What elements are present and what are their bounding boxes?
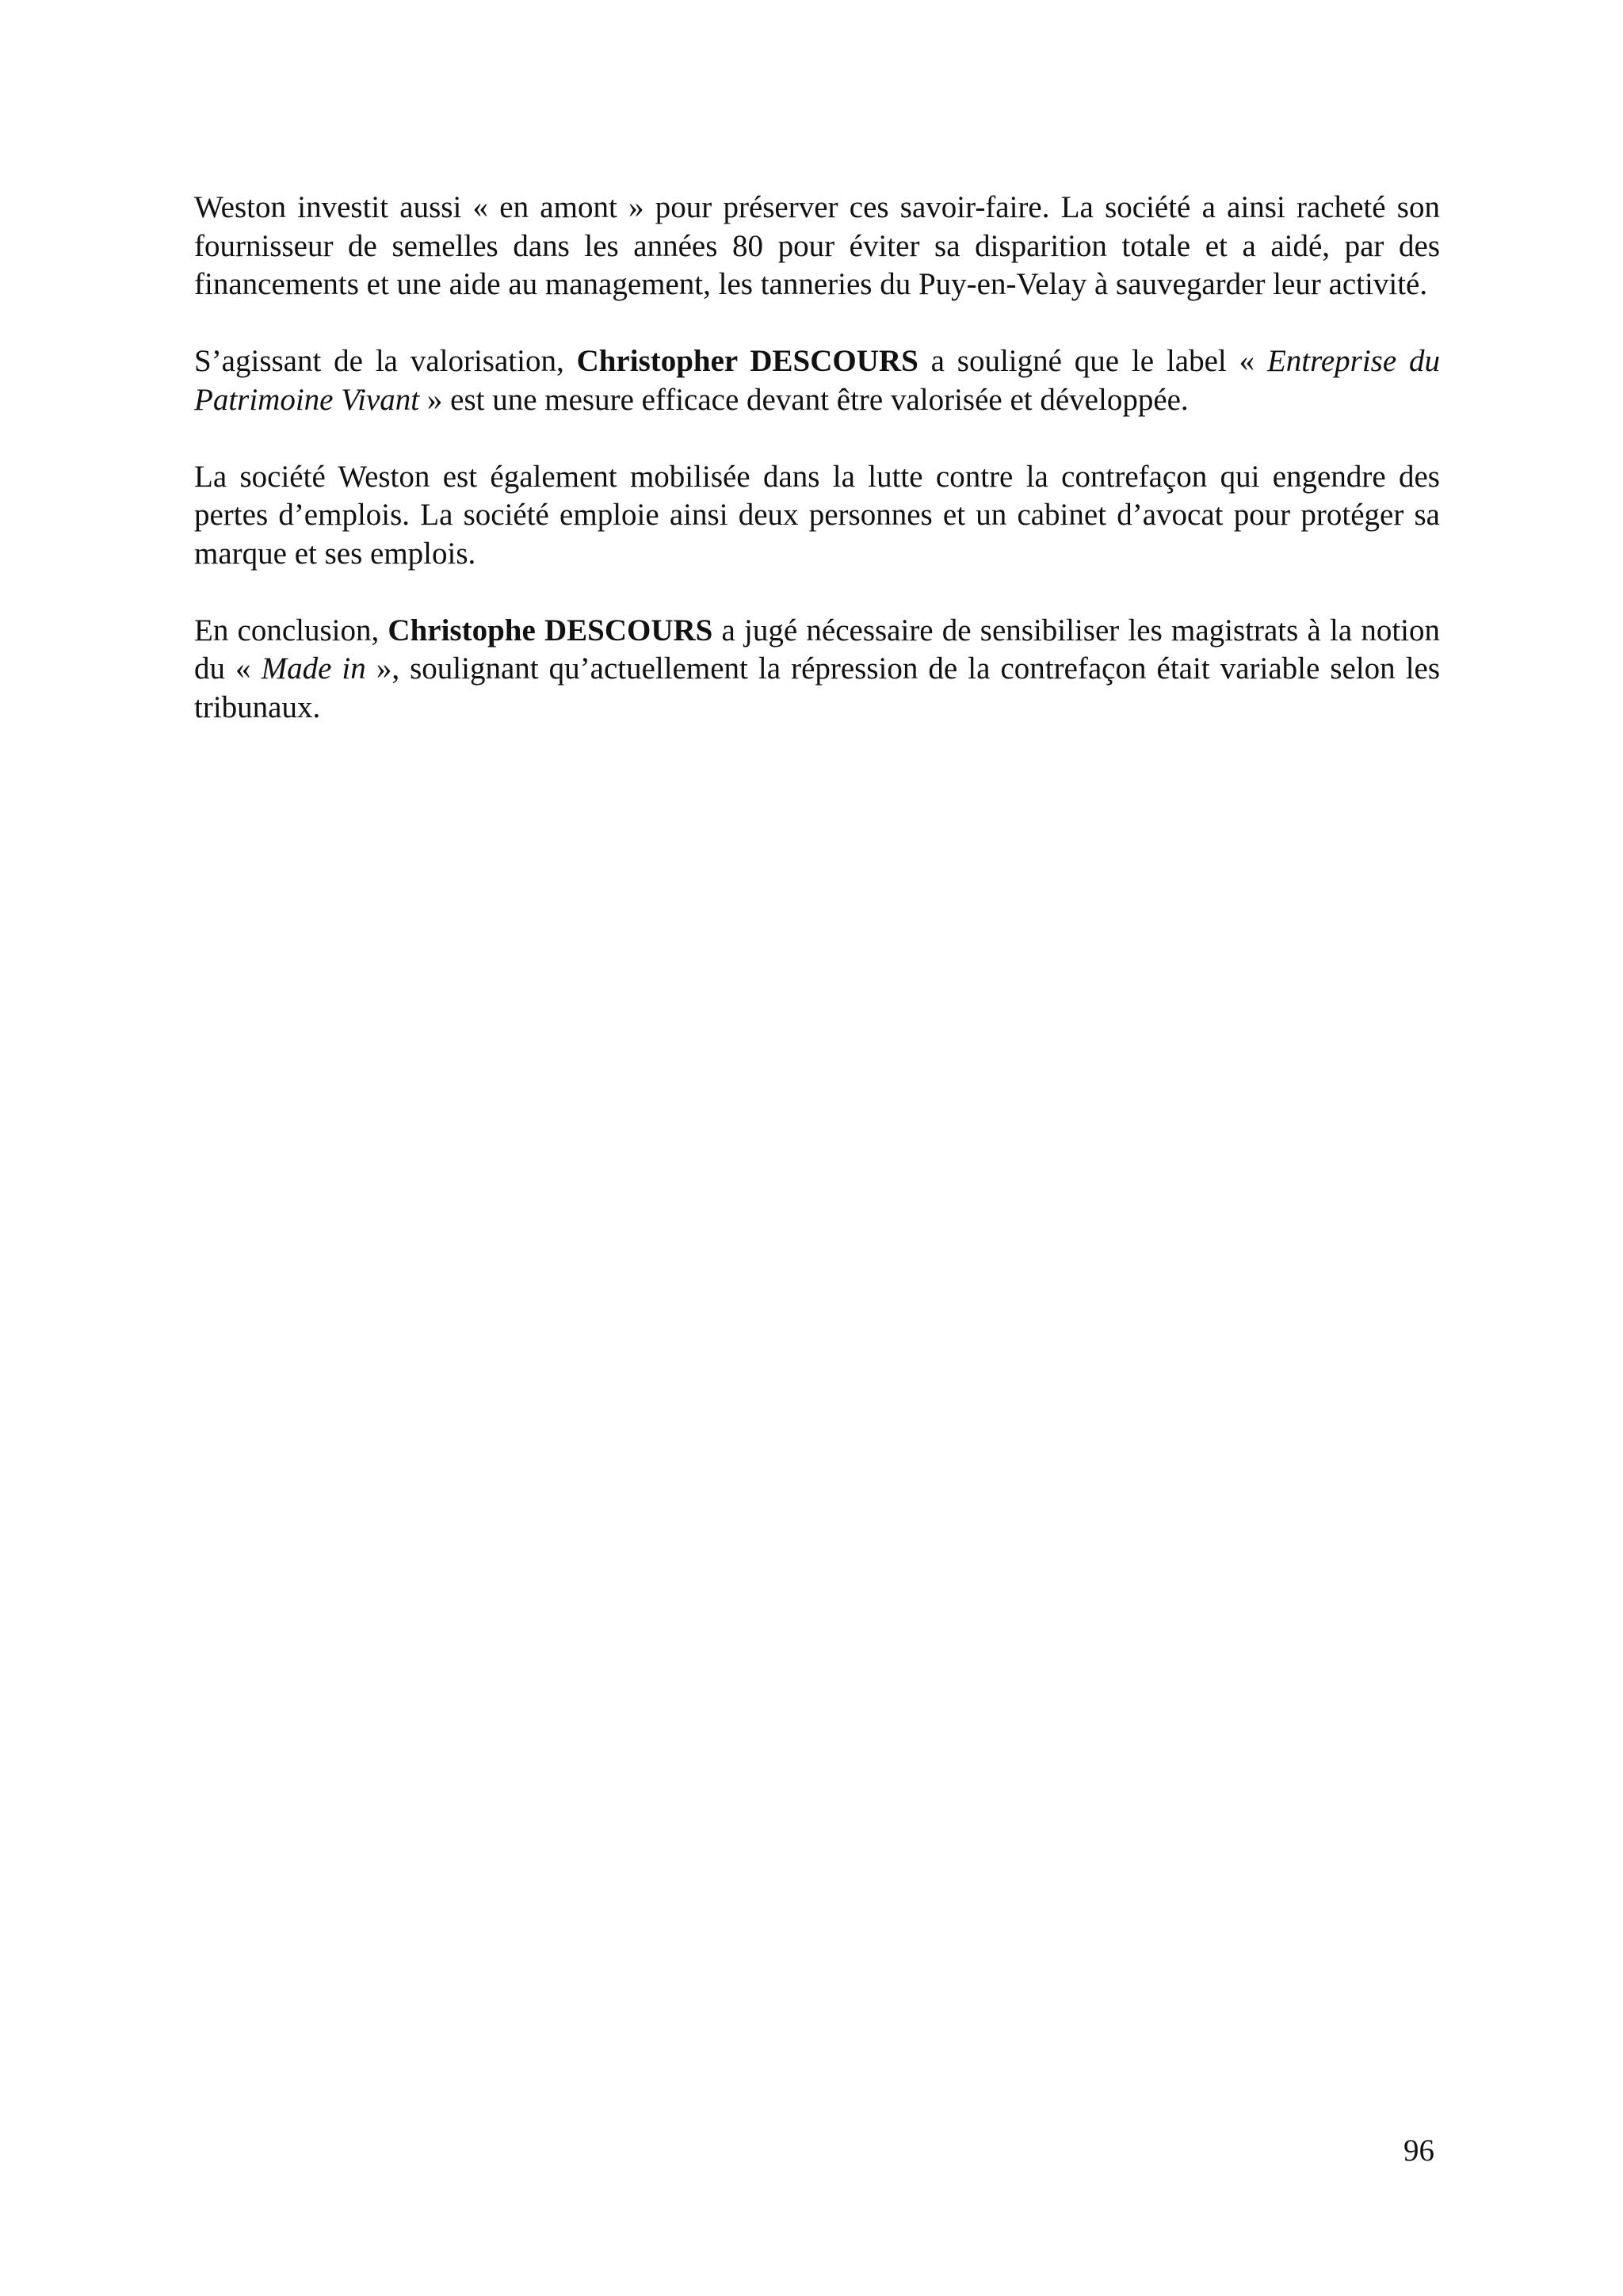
page-number: 96 (1403, 2134, 1434, 2168)
paragraph-conclusion (194, 612, 1440, 728)
text-span: a jugé nécessaire de sensibiliser les magistrats à la notion du « (194, 613, 1440, 686)
paragraph-weston-investment (194, 189, 1440, 304)
body-text (194, 189, 1440, 766)
paragraph-counterfeit (194, 458, 1440, 574)
label-name-italic: Entreprise du Patrimoine Vivant (194, 344, 1440, 417)
text-span: En conclusion, (194, 613, 388, 648)
person-name-bold: Christophe DESCOURS (388, 613, 713, 648)
text-span: », soulignant qu’actuellement la répression de la contrefaçon était variable selon les tribunaux. (194, 651, 1441, 724)
text-span: » est une mesure efficace devant être valorisée et développée. (419, 382, 1189, 417)
paragraph-valorisation (194, 342, 1440, 419)
made-in-italic: Made in (261, 651, 366, 686)
text-span: S’agissant de la valorisation, (194, 344, 577, 378)
person-name-bold: Christopher DESCOURS (576, 344, 918, 378)
text-span: a souligné que le label « (918, 344, 1267, 378)
text-span: Weston investit aussi « en amont » pour préserver ces savoir-faire. La société a ainsi racheté son fournisseur de semelles dans les années 80 pour éviter sa disparition totale et a aidé, par des financements et une aide au management, les tanneries du Puy-en-Velay à sauvegarder leur activité. (194, 190, 1440, 301)
text-span: La société Weston est également mobilisée dans la lutte contre la contrefaçon qui engendre des pertes d’emplois. La société emploie ainsi deux personnes et un cabinet d’avocat pour protéger sa marque et ses emplois. (194, 459, 1440, 571)
